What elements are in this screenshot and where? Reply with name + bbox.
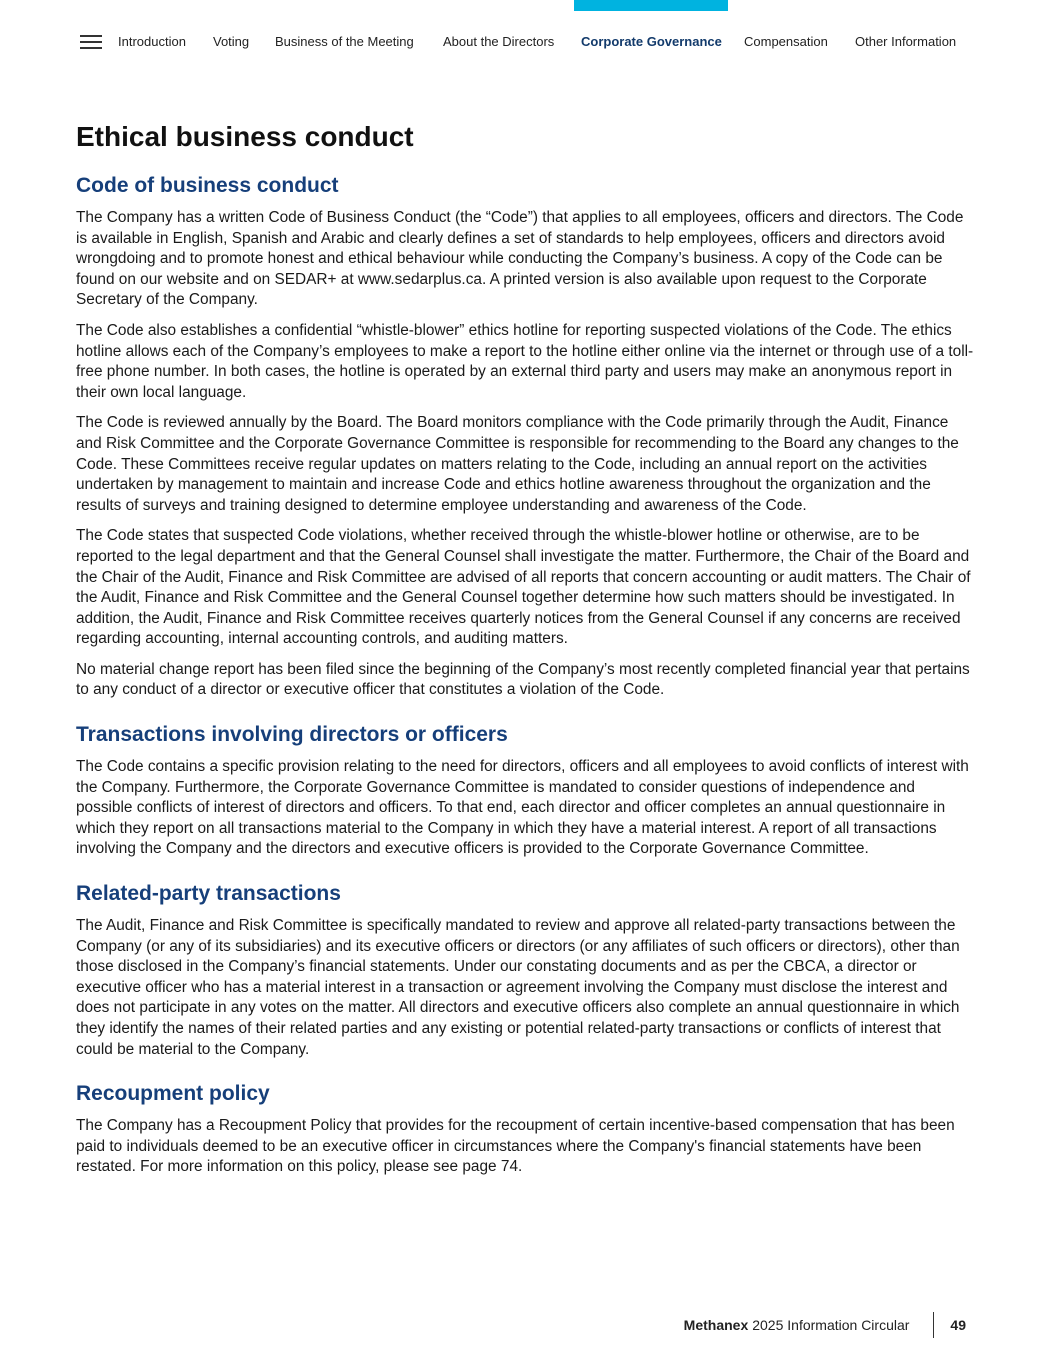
section-transactions-involving-directors	[76, 721, 974, 860]
footer-divider	[933, 1312, 934, 1338]
top-navigation	[0, 0, 1048, 60]
nav-item-about-the-directors[interactable]: About the Directors	[443, 34, 555, 49]
paragraph: The Company has a written Code of Business Conduct (the “Code”) that applies to all employees, officers and directors. The Code is available in English, Spanish and Arabic and clearly defines a set of standards to help employees, officers and directors avoid wrongdoing and to promote honest and ethical behaviour while conducting the Company’s business. A copy of the Code can be found on our website and on SEDAR+ at www.sedarplus.ca. A printed version is also available upon request to the Corporate Secretary of the Company.	[76, 209, 964, 309]
nav-item-corporate-governance[interactable]: Corporate Governance	[581, 34, 722, 49]
page-title: Ethical business conduct	[76, 121, 414, 152]
nav-item-other-information[interactable]: Other Information	[855, 34, 957, 49]
nav-item-business-of-the-meeting[interactable]: Business of the Meeting	[275, 34, 414, 49]
paragraph: No material change report has been filed since the beginning of the Company’s most recently completed financial year that pertains to any conduct of a director or executive officer that constitutes a violation of the Code.	[76, 660, 970, 699]
paragraph: The Code contains a specific provision relating to the need for directors, officers and all employees to avoid conflicts of interest with the Company. Furthermore, the Corporate Governance Committee is mandated to consider questions of independence and possible conflicts of interest of directors and officers. To that end, each director and officer completes an annual questionnaire in which they report on all transactions material to the Company in which they have a material interest. A report of all transactions involving the Company and the directors and executive officers is provided to the Corporate Governance Committee.	[76, 758, 969, 858]
nav-item-introduction[interactable]: Introduction	[118, 34, 186, 49]
footer-document-title: 2025 Information Circular	[752, 1317, 910, 1333]
section-code-of-business-conduct	[76, 172, 974, 701]
page-footer	[684, 1312, 966, 1338]
section-heading: Related-party transactions	[76, 882, 341, 906]
main-content	[76, 118, 974, 1198]
paragraph: The Code states that suspected Code violations, whether received through the whistle-blower hotline or otherwise, are to be reported to the legal department and that the General Counsel shall investigate the matter. Furthermore, the Chair of the Board and the Chair of the Audit, Finance and Risk Committee are advised of all reports that concern accounting or audit matters. The Chair of the Audit, Finance and Risk Committee and the General Counsel together determine how such matters should be investigated. In addition, the Audit, Finance and Risk Committee receives quarterly notices from the General Counsel if any concerns are received regarding accounting, internal accounting controls, and auditing matters.	[76, 527, 971, 648]
nav-item-voting[interactable]: Voting	[213, 34, 250, 49]
paragraph: The Code is reviewed annually by the Board. The Board monitors compliance with the Code primarily through the Audit, Finance and Risk Committee and the Corporate Governance Committee is responsible for recommending to the Board any changes to the Code. These Committees receive regular updates on matters relating to the Code, including an annual report on the activities undertaken by management to maintain and increase Code and ethics hotline awareness throughout the organization and the results of surveys and training designed to determine employee understanding and awareness of the Code.	[76, 414, 959, 514]
paragraph: The Company has a Recoupment Policy that provides for the recoupment of certain incentive-based compensation that has been paid to individuals deemed to be an executive officer in circumstances where the Company's financial statements have been restated. For more information on this policy, please see page 74.	[76, 1117, 955, 1176]
nav-item-compensation[interactable]: Compensation	[744, 34, 828, 49]
active-tab-indicator	[574, 0, 728, 11]
page-number: 49	[950, 1317, 966, 1333]
section-heading: Recoupment policy	[76, 1082, 270, 1106]
footer-brand: Methanex	[683, 1317, 749, 1333]
section-related-party-transactions	[76, 880, 974, 1060]
section-recoupment-policy	[76, 1080, 974, 1178]
hamburger-menu-icon[interactable]	[80, 35, 102, 49]
paragraph: The Audit, Finance and Risk Committee is specifically mandated to review and approve all related-party transactions between the Company (or any of its subsidiaries) and its executive officers or directors (or any affiliates of such officers or directors), other than those disclosed in the Company’s financial statements. Under our constating documents and as per the CBCA, a director or executive officer who has a material interest in a transaction or agreement involving the Company must disclose the interest and does not participate in any votes on the matter. All directors and executive officers also complete an annual questionnaire in which they identify the names of their related parties and any existing or potential related-party transactions or conflicts of interest that could be material to the Company.	[76, 917, 960, 1058]
section-heading: Transactions involving directors or officers	[76, 723, 508, 747]
section-heading: Code of business conduct	[76, 174, 339, 197]
paragraph: The Code also establishes a confidential “whistle-blower” ethics hotline for reporting suspected violations of the Code. The ethics hotline allows each of the Company’s employees to make a report to the hotline either online via the internet or through use of a toll-free phone number. In both cases, the hotline is operated by an external third party and users may make an anonymous report in their own local language.	[76, 321, 974, 401]
